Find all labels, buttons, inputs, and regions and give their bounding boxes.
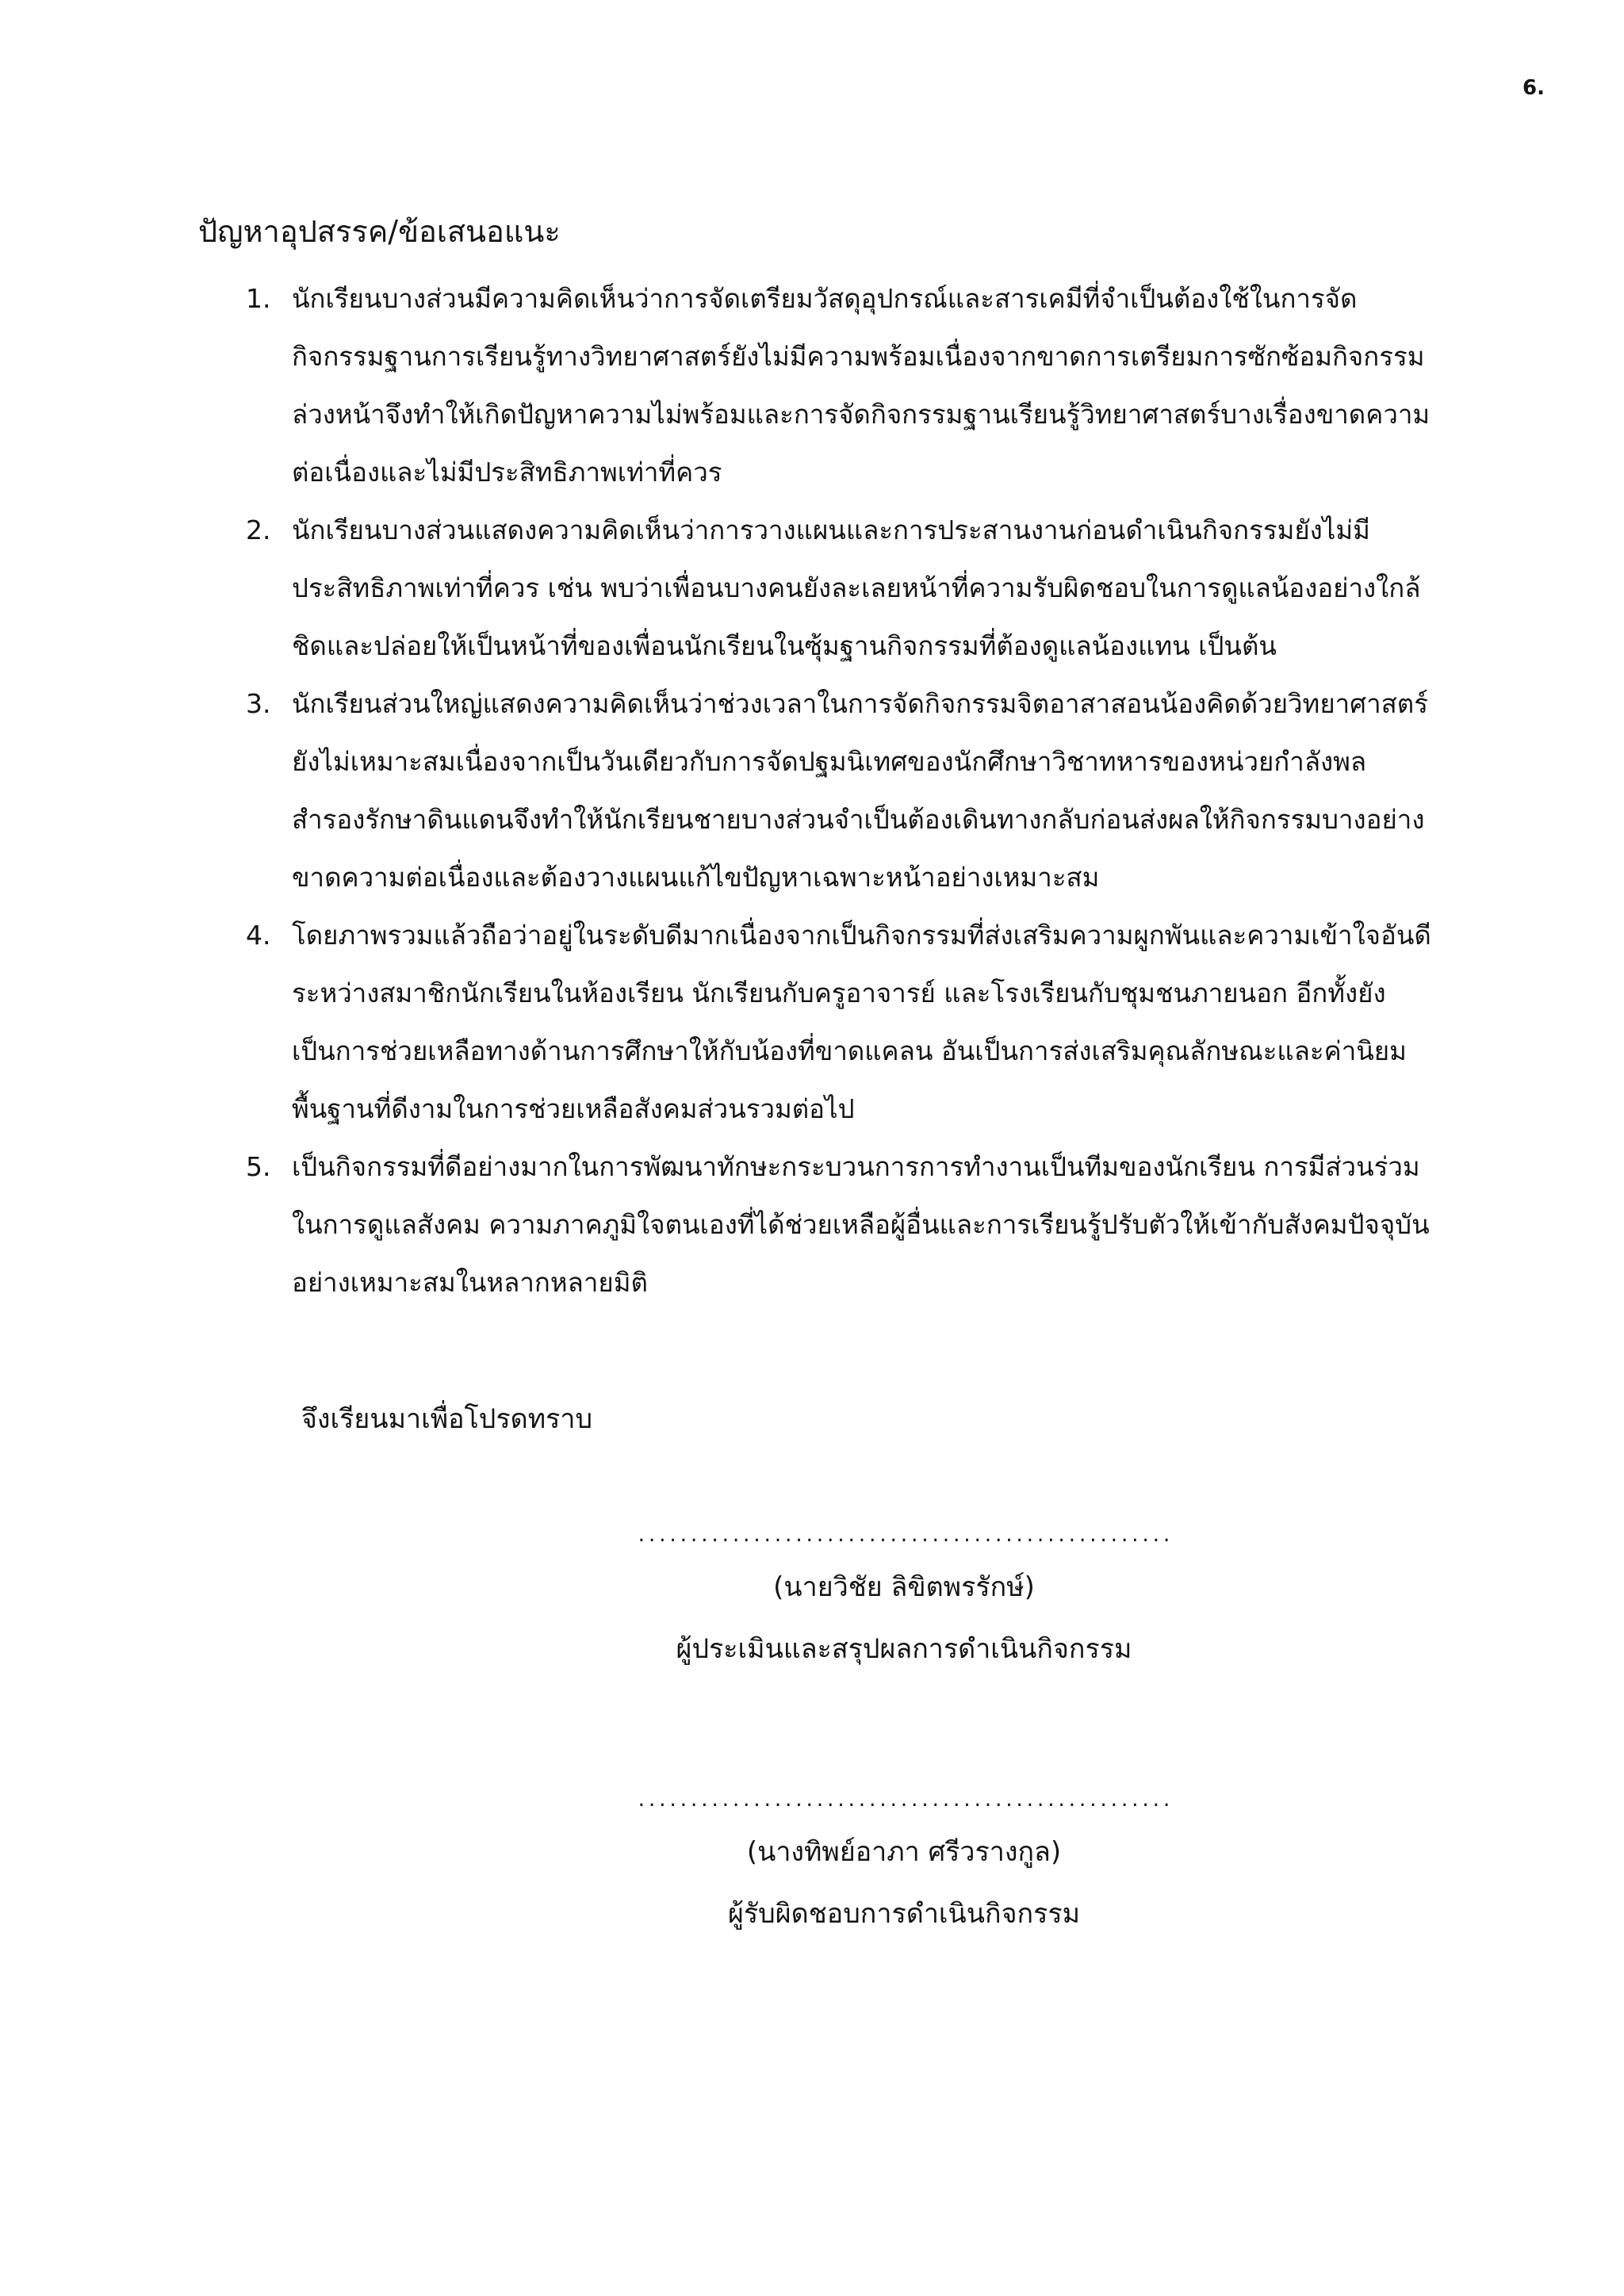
list-item-text: โดยภาพรวมแล้วถือว่าอยู่ในระดับดีมากเนื่องจากเป็นกิจกรรมที่ส่งเสริมความผูกพันและความเข้าใจอันดีระหว่างสมาชิกนักเรียนในห้องเรียน นักเรียนกับครูอาจารย์ และโรงเรียนกับชุมชนภายนอก อีกทั้งยังเป็นการช่วยเหลือทางด้านการศึกษาให้กับน้องที่ขาดแคลน อันเป็นการส่งเสริมคุณลักษณะและค่านิยมพื้นฐานที่ดีงามในการช่วยเหลือสังคมส่วนรวมต่อไป xyxy=(292,920,1431,1124)
section-heading: ปัญหาอุปสรรค/ข้อเสนอแนะ xyxy=(198,214,561,249)
signature-line: ................................................... xyxy=(636,1791,1172,1811)
signer-name: (นางทิพย์อาภา ศรีวรางกูล) xyxy=(746,1836,1062,1868)
document-body xyxy=(198,205,1435,1945)
list-item-number: 2. xyxy=(246,515,271,545)
list-item-text: นักเรียนบางส่วนแสดงความคิดเห็นว่าการวางแผนและการประสานงานก่อนดำเนินกิจกรรมยังไม่มีประสิทธิภาพเท่าที่ควร เช่น พบว่าเพื่อนบางคนยังละเลยหน้าที่ความรับผิดชอบในการดูแลน้องอย่างใกล้ชิดและปล่อยให้เป็นหน้าที่ของเพื่อนนักเรียนในซุ้มฐานกิจกรรมที่ต้องดูแลน้องแทน เป็นต้น xyxy=(292,515,1421,661)
closing-line: จึงเรียนมาเพื่อโปรดทราบ xyxy=(301,1403,593,1435)
issue-list xyxy=(198,270,1435,1311)
list-item xyxy=(198,501,1435,675)
list-item-number: 1. xyxy=(246,283,271,314)
list-item-number: 5. xyxy=(246,1151,271,1182)
signer-role: ผู้รับผิดชอบการดำเนินกิจกรรม xyxy=(727,1898,1081,1930)
list-item xyxy=(198,1138,1435,1311)
signer-role: ผู้ประเมินและสรุปผลการดำเนินกิจกรรม xyxy=(676,1633,1132,1665)
page-number: 6. xyxy=(1522,76,1545,100)
list-item-text: นักเรียนบางส่วนมีความคิดเห็นว่าการจัดเตรียมวัสดุอุปกรณ์และสารเคมีที่จำเป็นต้องใช้ในการจัดกิจกรรมฐานการเรียนรู้ทางวิทยาศาสตร์ยังไม่มีความพร้อมเนื่องจากขาดการเตรียมการซักซ้อมกิจกรรมล่วงหน้าจึงทำให้เกิดปัญหาความไม่พร้อมและการจัดกิจกรรมฐานเรียนรู้วิทยาศาสตร์บางเรื่องขาดความต่อเนื่องและไม่มีประสิทธิภาพเท่าที่ควร xyxy=(292,283,1431,488)
list-item-text: เป็นกิจกรรมที่ดีอย่างมากในการพัฒนาทักษะกระบวนการการทำงานเป็นทีมของนักเรียน การมีส่วนร่วมในการดูแลสังคม ความภาคภูมิใจตนเองที่ได้ช่วยเหลือผู้อื่นและการเรียนรู้ปรับตัวให้เข้ากับสังคมปัจจุบันอย่างเหมาะสมในหลากหลายมิติ xyxy=(292,1151,1430,1298)
signer-name: (นายวิชัย ลิขิตพรรักษ์) xyxy=(773,1571,1035,1603)
signature-block-evaluator xyxy=(626,1517,1182,1680)
list-item xyxy=(198,906,1435,1138)
list-item xyxy=(198,270,1435,501)
list-item xyxy=(198,675,1435,906)
signature-line: ................................................... xyxy=(636,1526,1172,1546)
list-item-number: 4. xyxy=(246,920,271,951)
signature-block-responsible xyxy=(626,1781,1182,1945)
list-item-number: 3. xyxy=(246,688,271,719)
list-item-text: นักเรียนส่วนใหญ่แสดงความคิดเห็นว่าช่วงเวลาในการจัดกิจกรรมจิตอาสาสอนน้องคิดด้วยวิทยาศาสตร์ยังไม่เหมาะสมเนื่องจากเป็นวันเดียวกับการจัดปฐมนิเทศของนักศึกษาวิชาทหารของหน่วยกำลังพลสำรองรักษาดินแดนจึงทำให้นักเรียนชายบางส่วนจำเป็นต้องเดินทางกลับก่อนส่งผลให้กิจกรรมบางอย่างขาดความต่อเนื่องและต้องวางแผนแก้ไขปัญหาเฉพาะหน้าอย่างเหมาะสม xyxy=(292,688,1428,893)
